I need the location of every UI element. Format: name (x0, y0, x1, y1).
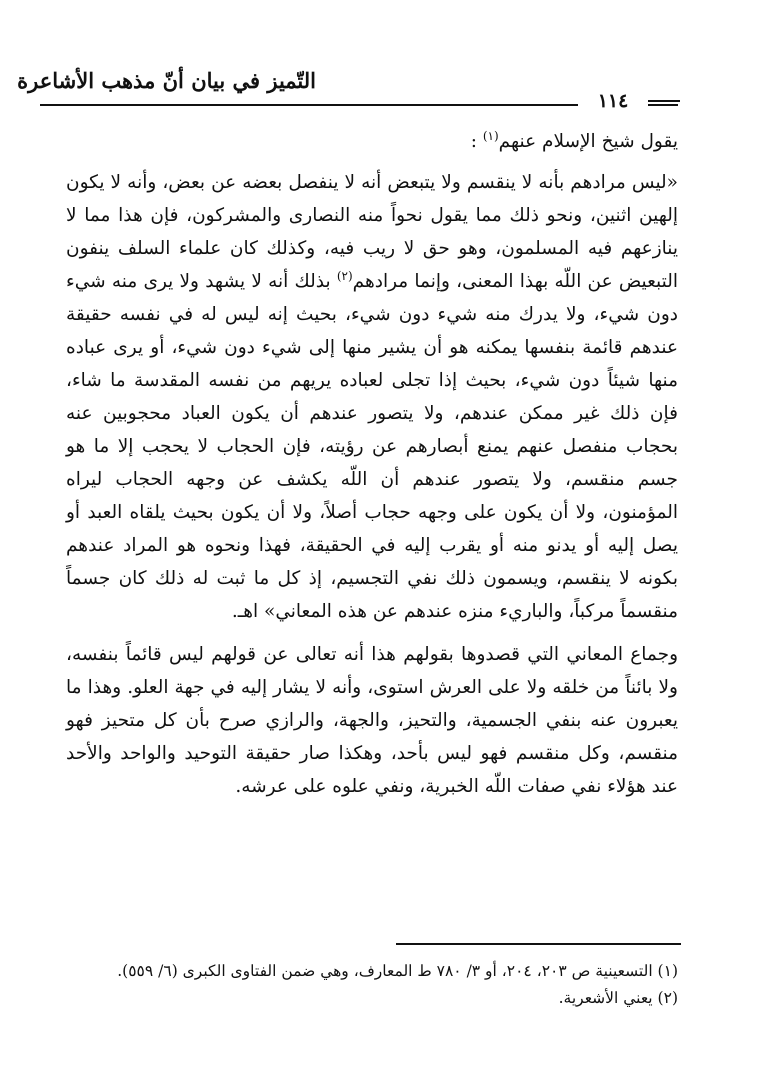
quote-text-1: «ليس مرادهم بأنه لا ينقسم ولا يتبعض أنه لا ينفصل بعضه عن بعض، وأنه لا يكون إلهين اثنين، ونحو ذلك مما يقول نحواً منه النصارى والمشركون، فإن هذا مما لا ينازعهم فيه المسلمون، وهو حق لا ريب فيه، وكذلك كان علماء السلف ينفون التبعيض عن اللّه بهذا المعنى، وإنما مرادهم (66, 172, 678, 292)
body-text (66, 125, 678, 803)
running-title: التّميز في بيان أنّ مذهب الأشاعرة (17, 68, 316, 93)
analysis-paragraph: وجماع المعاني التي قصدوها بقولهم هذا أنه تعالى عن قولهم ليس قائماً بنفسه، ولا بائناً من خلقه ولا على العرش استوى، وأنه لا يشار إليه في جهة العلو. وهذا ما يعبرون عنه بنفي الجسمية، والتحيز، والجهة، والرازي صرح بأن كل متحيز فهو منقسم، وكل منقسم فهو ليس بأحد، وهكذا صار حقيقة التوحيد والواحد والأحد عند هؤلاء نفي صفات اللّه الخبرية، ونفي علوه على عرشه. (66, 644, 678, 797)
intro-line (66, 125, 678, 158)
intro-text: يقول شيخ الإسلام عنهم (498, 131, 678, 152)
footnotes (66, 958, 678, 1012)
footnote-ref-2: (٢) (336, 268, 353, 283)
quote-text-2: بذلك أنه لا يشهد ولا يرى منه شيء دون شيء، ولا يدرك منه شيء دون شيء، بحيث إنه ليس له في نفسه حقيقة عندهم قائمة بنفسها يمكنه هو أن يشير منها إلى شيء دون شيء، أو يرى عباده منها شيئاً دون شيء، بحيث إذا تجلى لعباده يريهم من نفسه المقدسة ما شاء، فإن ذلك غير ممكن عندهم، ولا يتصور عندهم أن يكون العباد محجوبين عنه بحجاب منفصل عنهم يمنع أبصارهم عن رؤيته، فإن الحجاب لا يحجب إلا ما هو جسم منقسم، ولا يتصور عندهم أن اللّه يكشف عن وجهه الحجاب ليراه المؤمنون، ولا أن يكون على وجهه حجاب أصلاً، ولا أن يكون بحيث يلقاه العبد أو يصل إليه أو يدنو منه أو يقرب إليه في الحقيقة، فهذا ونحوه هو المراد عندهم بكونه لا ينقسم، ويسمون ذلك نفي التجسيم، إذ كل ما ثبت له ذلك كان جسماً منقسماً مركباً، والباريء منزه عندهم عن هذه المعاني» اهـ. (66, 271, 678, 622)
footnote-2: (٢) يعني الأشعرية. (558, 989, 678, 1007)
page-number: ١١٤ (578, 90, 648, 112)
footnote-rule (396, 943, 681, 945)
quote-paragraph (66, 166, 678, 628)
footnote-1: (١) التسعينية ص ٢٠٣، ٢٠٤، أو ٣/ ٧٨٠ ط المعارف، وهي ضمن الفتاوى الكبرى (٦/ ٥٥٩). (117, 962, 678, 980)
footnote-ref-1: (١) (482, 128, 499, 143)
intro-colon: : (470, 131, 477, 152)
